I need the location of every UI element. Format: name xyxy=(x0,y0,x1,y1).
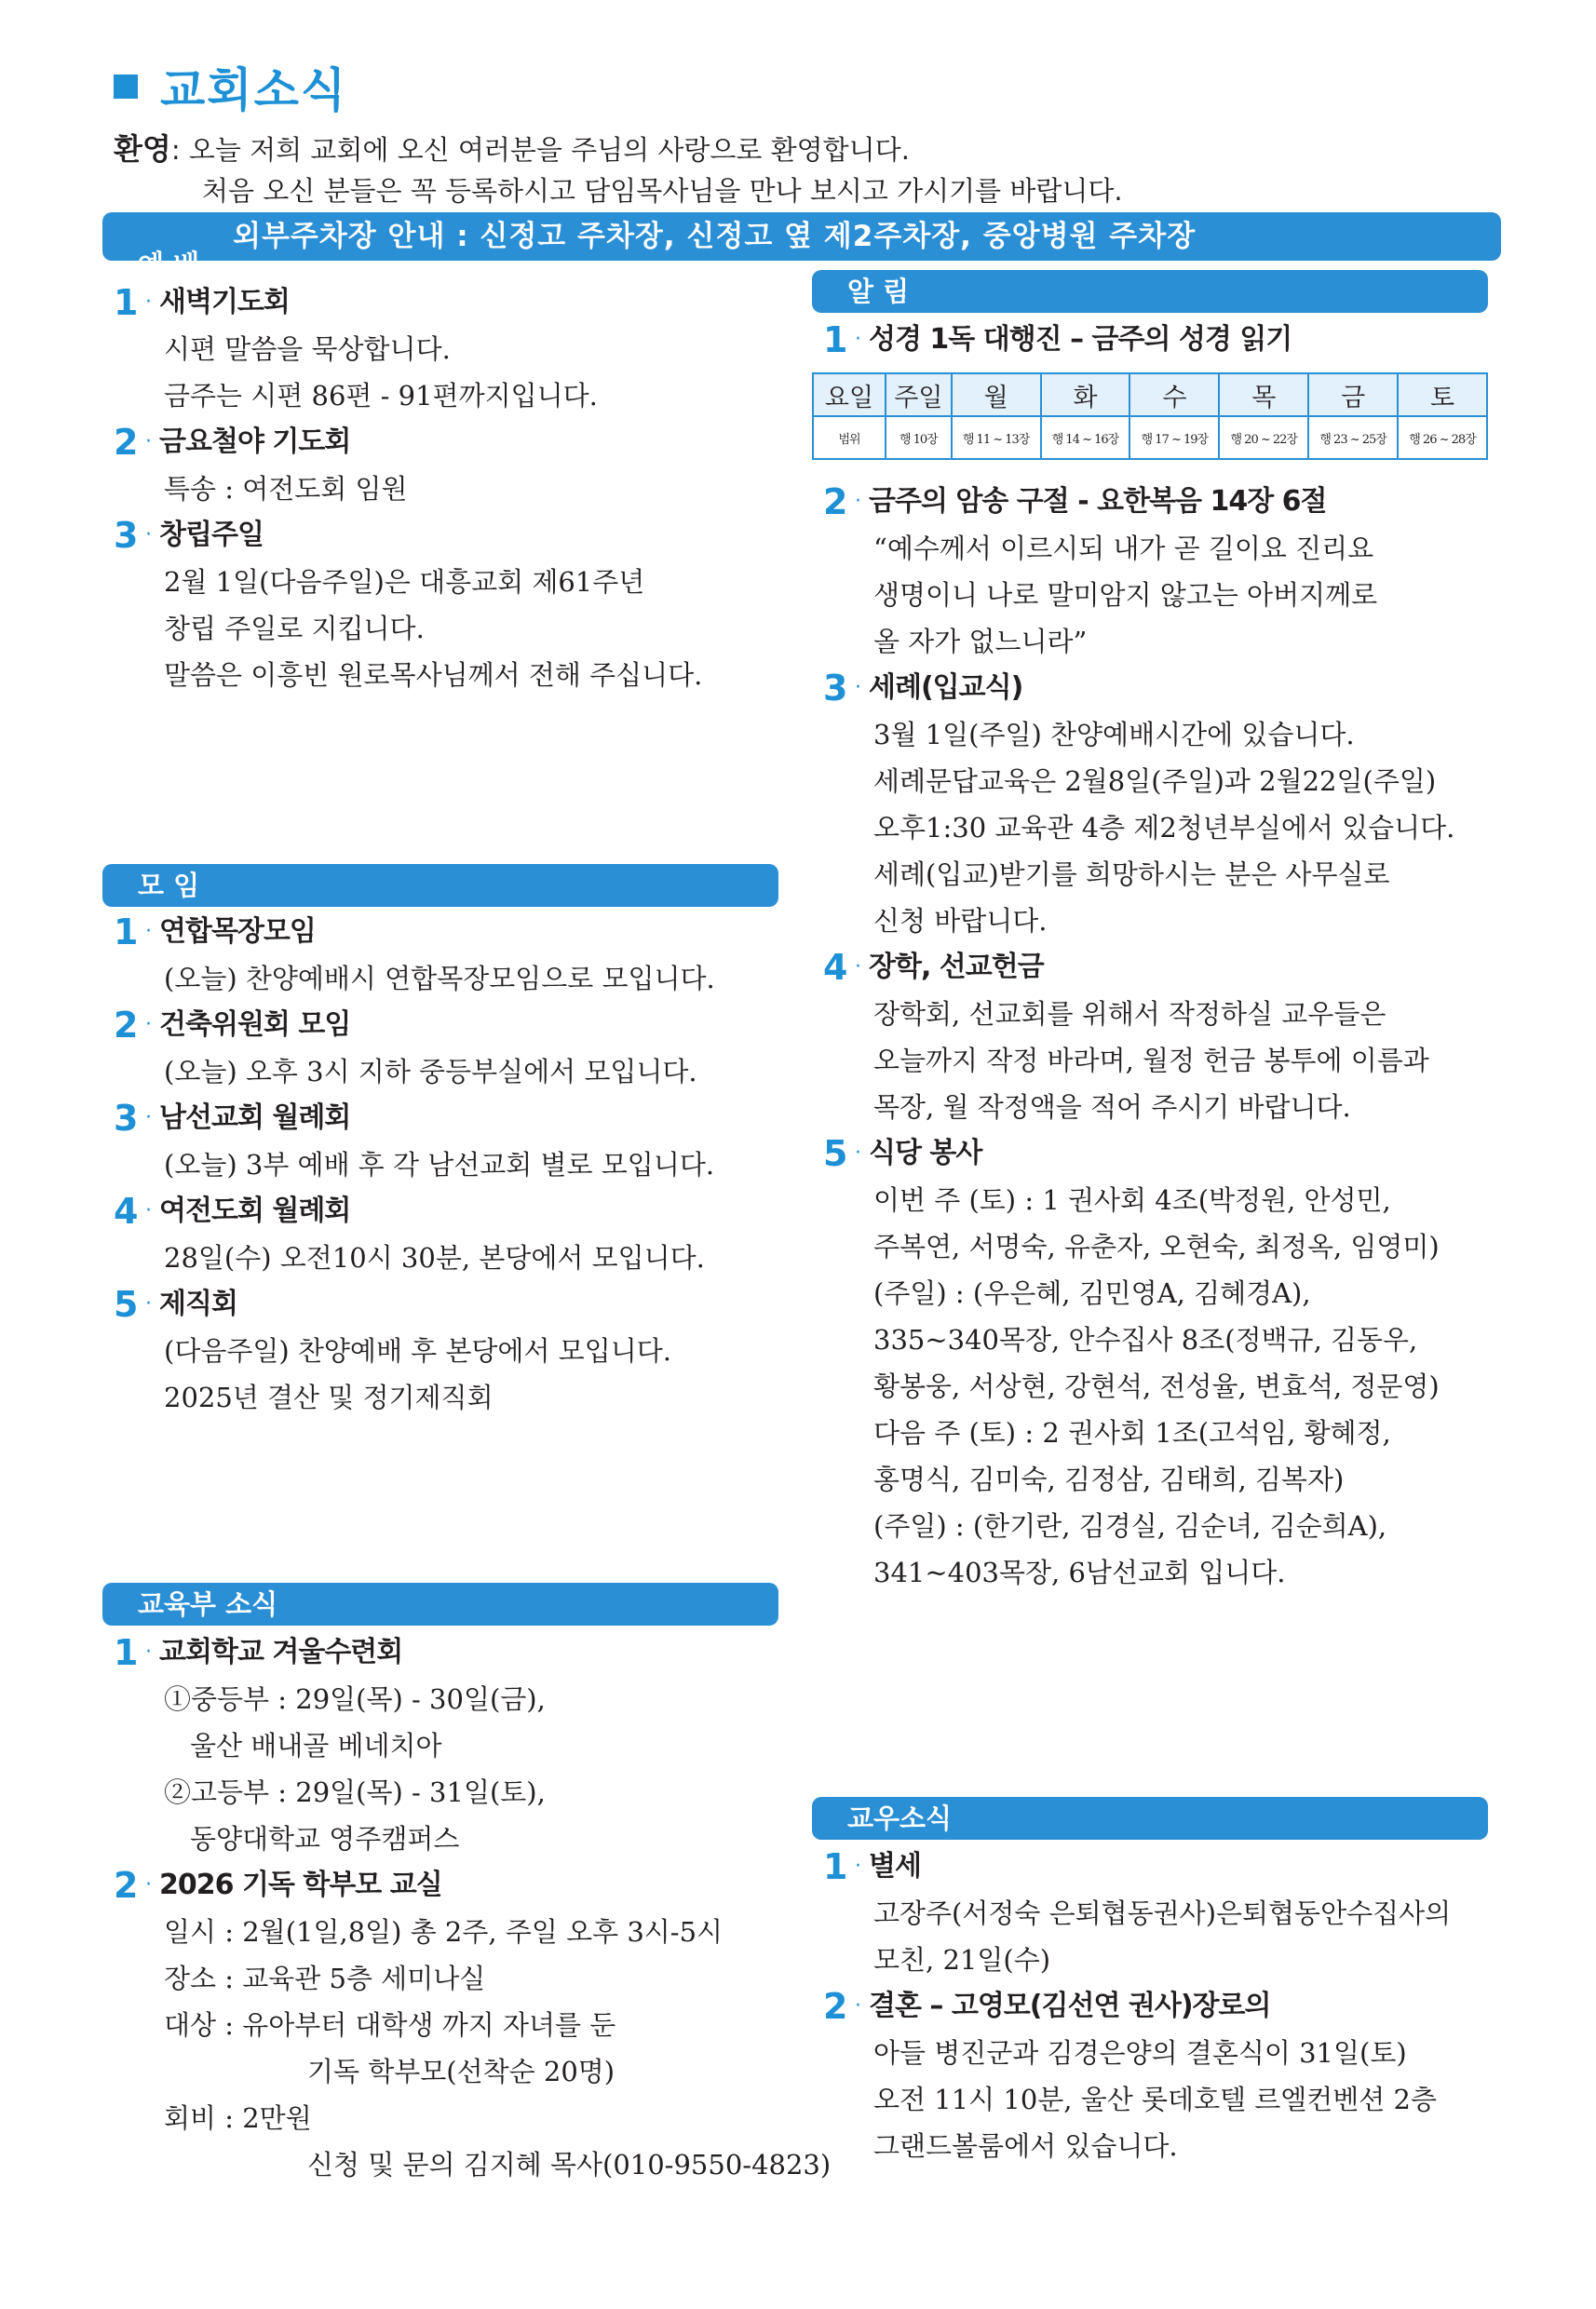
meeting-item-2-head: 2 · 건축위원회 모임 xyxy=(114,1005,351,1046)
notice-item-2-head: 2 · 금주의 암송 구절 - 요한복음 14장 6절 xyxy=(823,481,1327,522)
notice-item-2-line-1: “예수께서 이르시되 내가 곧 길이요 진리요 xyxy=(873,533,1374,564)
meeting-item-2-line-1: (오늘) 오후 3시 지하 중등부실에서 모입니다. xyxy=(164,1056,697,1087)
meeting-item-4-line-1: 28일(수) 오전10시 30분, 본당에서 모입니다. xyxy=(164,1242,705,1274)
member-item-1-head: 1 · 별세 xyxy=(823,1846,921,1887)
welcome-line-1: : 오늘 저희 교회에 오신 여러분을 주님의 사랑으로 환영합니다. xyxy=(170,134,910,166)
schedule-day: 월 xyxy=(952,373,1041,416)
notice-item-5-line-5: 황봉웅, 서상현, 강현석, 전성율, 변효석, 정문영) xyxy=(873,1371,1440,1402)
schedule-day: 토 xyxy=(1398,373,1487,416)
square-bullet-icon xyxy=(114,74,138,99)
meeting-item-5-line-1: (다음주일) 찬양예배 후 본당에서 모입니다. xyxy=(164,1335,671,1367)
education-item-1-head: 1 · 교회학교 겨울수련회 xyxy=(114,1632,403,1673)
notice-item-5-head: 5 · 식당 봉사 xyxy=(823,1133,982,1174)
education-item-2-line-3: 대상 : 유아부터 대학생 까지 자녀를 둔 xyxy=(164,2009,616,2041)
member-item-1-line-1: 고장주(서정숙 은퇴협동권사)은퇴협동안수집사의 xyxy=(873,1897,1452,1929)
members-section xyxy=(823,1843,1494,2169)
meeting-item-4-head: 4 · 여전도회 월례회 xyxy=(114,1191,351,1232)
notice-item-5-line-4: 335~340목장, 안수집사 8조(정백규, 김동우, xyxy=(873,1324,1418,1356)
parking-text: 외부주차장 안내 : 신정고 주차장, 신정고 옆 제2주차장, 중앙병원 주차장 xyxy=(233,220,1197,253)
welcome-message xyxy=(114,128,1123,211)
worship-item-3-head: 3 · 창립주일 xyxy=(114,515,264,556)
schedule-range: 행 11 ~ 13장 xyxy=(952,416,1041,459)
education-item-2-line-2: 장소 : 교육관 5층 세미나실 xyxy=(164,1963,486,1994)
meeting-item-5-line-2: 2025년 결산 및 정기제직회 xyxy=(164,1382,494,1413)
education-item-1-line-2: 울산 배내골 베네치아 xyxy=(190,1730,442,1762)
education-item-2-line-1: 일시 : 2월(1일,8일) 총 2주, 주일 오후 3시-5시 xyxy=(164,1916,724,1948)
schedule-day-header: 요일 xyxy=(813,373,886,416)
schedule-day: 수 xyxy=(1129,373,1219,416)
meetings-section-label: 모 임 xyxy=(138,870,200,901)
education-item-1-line-3: ②고등부 : 29일(목) - 31일(토), xyxy=(164,1776,546,1808)
schedule-day: 목 xyxy=(1219,373,1308,416)
welcome-line-2: 처음 오신 분들은 꼭 등록하시고 담임목사님을 만나 보시고 가시기를 바랍니다. xyxy=(202,175,1123,207)
worship-section-label: 예 배 xyxy=(138,249,200,280)
schedule-range: 행 23 ~ 25장 xyxy=(1308,416,1398,459)
worship-item-3-line-1: 2월 1일(다음주일)은 대흥교회 제61주년 xyxy=(164,566,645,598)
meeting-item-1-line-1: (오늘) 찬양예배시 연합목장모임으로 모입니다. xyxy=(164,963,715,994)
notice-item-5-line-1: 이번 주 (토) : 1 권사회 4조(박정원, 안성민, xyxy=(873,1184,1391,1216)
members-section-label: 교우소식 xyxy=(847,1803,953,1834)
notices-items-2-5 xyxy=(823,479,1494,1596)
worship-item-1-line-2: 금주는 시편 86편 - 91편까지입니다. xyxy=(164,380,598,412)
meeting-item-5-head: 5 · 제직회 xyxy=(114,1284,237,1325)
meetings-section xyxy=(114,909,803,1421)
worship-item-2-head: 2 · 금요철야 기도회 xyxy=(114,422,351,463)
notices-section-label: 알 림 xyxy=(847,276,910,307)
worship-item-1-line-1: 시편 말씀을 묵상합니다. xyxy=(164,333,451,365)
welcome-label: 환영 xyxy=(114,131,171,167)
schedule-day: 금 xyxy=(1308,373,1398,416)
schedule-range: 행 26 ~ 28장 xyxy=(1398,416,1487,459)
notices-item-1 xyxy=(823,317,1494,363)
notice-item-5-line-3: (주일) : (우은혜, 김민영A, 김혜경A), xyxy=(873,1277,1311,1309)
education-section-label: 교육부 소식 xyxy=(138,1588,278,1620)
education-item-2-head: 2 · 2026 기독 학부모 교실 xyxy=(114,1865,442,1906)
worship-item-1-head: 1 · 새벽기도회 xyxy=(114,282,290,323)
schedule-day: 주일 xyxy=(886,373,952,416)
notice-item-5-line-6: 다음 주 (토) : 2 권사회 1조(고석임, 황혜정, xyxy=(873,1417,1391,1449)
member-item-2-line-2: 오전 11시 10분, 울산 롯데호텔 르엘컨벤션 2층 xyxy=(873,2084,1438,2115)
notice-item-4-line-2: 오늘까지 작정 바라며, 월정 헌금 봉투에 이름과 xyxy=(873,1045,1429,1076)
worship-item-2-line-1: 특송 : 여전도회 임원 xyxy=(164,473,408,505)
page-title: 교회소식 xyxy=(160,63,348,117)
notice-item-1-head: 1 · 성경 1독 대행진 – 금주의 성경 읽기 xyxy=(823,319,1292,360)
notice-item-4-line-1: 장학회, 선교회를 위해서 작정하실 교우들은 xyxy=(873,998,1386,1030)
notice-item-5-line-7: 홍명식, 김미숙, 김정삼, 김태희, 김복자) xyxy=(873,1464,1345,1495)
member-item-1-line-2: 모친, 21일(수) xyxy=(873,1944,1051,1976)
page-title-row xyxy=(114,54,347,119)
notice-item-4-line-3: 목장, 월 작정액을 적어 주시기 바랍니다. xyxy=(873,1091,1351,1123)
notice-item-3-line-4: 세례(입교)받기를 희망하시는 분은 사무실로 xyxy=(873,858,1390,890)
notice-item-5-line-2: 주복연, 서명숙, 유춘자, 오현숙, 최정옥, 임영미) xyxy=(873,1231,1440,1263)
worship-item-3-line-3: 말씀은 이흥빈 원로목사님께서 전해 주십니다. xyxy=(164,659,703,691)
education-item-1-line-1: ①중등부 : 29일(목) - 30일(금), xyxy=(164,1683,546,1715)
notices-bar xyxy=(812,270,1488,313)
education-item-2-line-4: 기독 학부모(선착순 20명) xyxy=(307,2056,615,2087)
notice-item-3-line-2: 세례문답교육은 2월8일(주일)과 2월22일(주일) xyxy=(873,765,1437,797)
meeting-item-3-head: 3 · 남선교회 월례회 xyxy=(114,1098,351,1139)
meeting-item-1-head: 1 · 연합목장모임 xyxy=(114,911,316,952)
schedule-day: 화 xyxy=(1041,373,1130,416)
worship-section xyxy=(114,279,803,698)
schedule-range-header: 범위 xyxy=(813,416,886,459)
notice-item-3-line-3: 오후1:30 교육관 4층 제2청년부실에서 있습니다. xyxy=(873,812,1455,844)
education-section xyxy=(114,1629,832,2188)
notice-item-2-line-3: 올 자가 없느니라” xyxy=(873,626,1088,657)
notice-item-5-line-8: (주일) : (한기란, 김경실, 김순녀, 김순희A), xyxy=(873,1510,1387,1542)
notice-item-3-head: 3 · 세례(입교식) xyxy=(823,668,1023,709)
notice-item-3-line-1: 3월 1일(주일) 찬양예배시간에 있습니다. xyxy=(873,719,1355,750)
member-item-2-line-1: 아들 병진군과 김경은양의 결혼식이 31일(토) xyxy=(873,2037,1407,2069)
schedule-range: 행 10장 xyxy=(886,416,952,459)
member-item-2-line-3: 그랜드볼룸에서 있습니다. xyxy=(873,2130,1178,2162)
meetings-bar xyxy=(102,864,778,907)
notice-item-2-line-2: 생명이니 나로 말미암지 않고는 아버지께로 xyxy=(873,579,1378,611)
schedule-range: 행 14 ~ 16장 xyxy=(1041,416,1130,459)
education-item-1-line-4: 동양대학교 영주캠퍼스 xyxy=(190,1823,460,1855)
notice-item-3-line-5: 신청 바랍니다. xyxy=(873,905,1048,937)
schedule-range: 행 20 ~ 22장 xyxy=(1219,416,1308,459)
meeting-item-3-line-1: (오늘) 3부 예배 후 각 남선교회 별로 모입니다. xyxy=(164,1149,715,1181)
education-item-2-line-5: 회비 : 2만원 xyxy=(164,2102,312,2134)
education-item-2-line-6: 신청 및 문의 김지혜 목사(010-9550-4823) xyxy=(307,2149,832,2181)
member-item-2-head: 2 · 결혼 – 고영모(김선연 권사)장로의 xyxy=(823,1986,1271,2027)
notice-item-5-line-9: 341~403목장, 6남선교회 입니다. xyxy=(873,1557,1286,1588)
bible-reading-schedule xyxy=(812,372,1488,460)
worship-item-3-line-2: 창립 주일로 지킵니다. xyxy=(164,613,425,644)
notice-item-4-head: 4 · 장학, 선교헌금 xyxy=(823,947,1044,988)
schedule-range: 행 17 ~ 19장 xyxy=(1129,416,1219,459)
